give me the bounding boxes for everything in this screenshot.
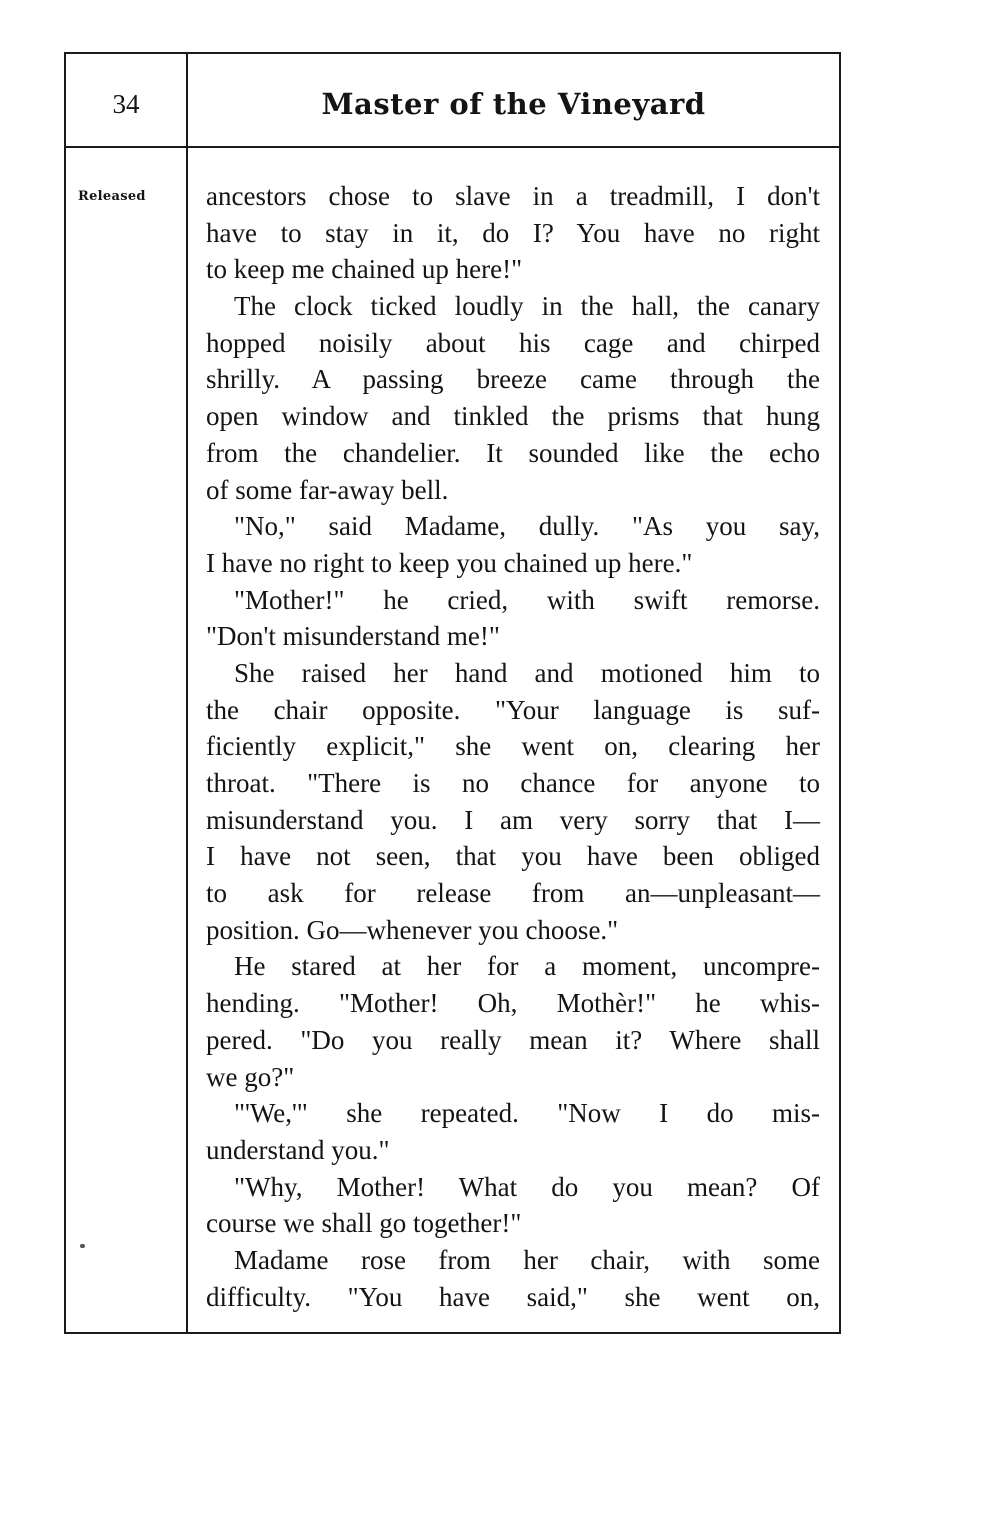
paragraph-start-line: The clock ticked loudly in the hall, the canary bbox=[234, 291, 820, 322]
text-line: I have no right to keep you chained up here." bbox=[206, 547, 693, 578]
paragraph-start-line: "Mother!" he cried, with swift remorse. bbox=[234, 584, 820, 615]
paragraph-start-line: She raised her hand and motioned him to bbox=[234, 657, 820, 688]
body-text bbox=[206, 178, 820, 1315]
text-line: "Don't misunderstand me!" bbox=[206, 621, 500, 652]
text-line: position. Go—whenever you choose." bbox=[206, 914, 619, 945]
text-line: of some far-away bell. bbox=[206, 474, 449, 505]
text-line: pered. "Do you really mean it? Where shall bbox=[206, 1024, 820, 1055]
text-line: ficiently explicit," she went on, clearing her bbox=[206, 731, 820, 762]
text-line: ancestors chose to slave in a treadmill, I don't bbox=[206, 181, 820, 211]
paragraph-start-line: He stared at her for a moment, uncompre- bbox=[234, 951, 820, 982]
paragraph-start-line: "Why, Mother! What do you mean? Of bbox=[234, 1171, 820, 1202]
text-line: the chair opposite. "Your language is suf- bbox=[206, 694, 820, 725]
text-line: course we shall go together!" bbox=[206, 1208, 522, 1239]
stray-ink-mark bbox=[80, 1244, 85, 1248]
text-line: misunderstand you. I am very sorry that I— bbox=[206, 804, 820, 835]
text-line: to ask for release from an—unpleasant— bbox=[206, 878, 820, 909]
margin-note: Released bbox=[78, 189, 146, 204]
header-divider bbox=[64, 146, 841, 148]
text-line: I have not seen, that you have been obliged bbox=[206, 841, 820, 872]
text-line: open window and tinkled the prisms that hung bbox=[206, 401, 820, 432]
text-line: shrilly. A passing breeze came through the bbox=[206, 364, 820, 395]
running-title: Master of the Vineyard bbox=[321, 87, 706, 121]
paragraph-start-line: "'We,'" she repeated. "Now I do mis- bbox=[234, 1098, 820, 1129]
text-line: throat. "There is no chance for anyone to bbox=[206, 768, 820, 798]
text-line: understand you." bbox=[206, 1134, 390, 1165]
text-line: from the chandelier. It sounded like the echo bbox=[206, 437, 820, 468]
text-line: difficulty. "You have said," she went on, bbox=[206, 1281, 820, 1312]
text-line: hopped noisily about his cage and chirped bbox=[206, 327, 820, 358]
paragraph-start-line: Madame rose from her chair, with some bbox=[234, 1244, 820, 1275]
text-line: hending. "Mother! Oh, Mothèr!" he whis- bbox=[206, 988, 820, 1019]
text-line: to keep me chained up here!" bbox=[206, 254, 523, 285]
text-line: we go?" bbox=[206, 1061, 295, 1092]
paragraph-start-line: "No," said Madame, dully. "As you say, bbox=[234, 511, 820, 542]
page-number: 34 bbox=[112, 89, 140, 119]
margin-divider bbox=[186, 52, 188, 1334]
text-line: have to stay in it, do I? You have no right bbox=[206, 217, 820, 248]
